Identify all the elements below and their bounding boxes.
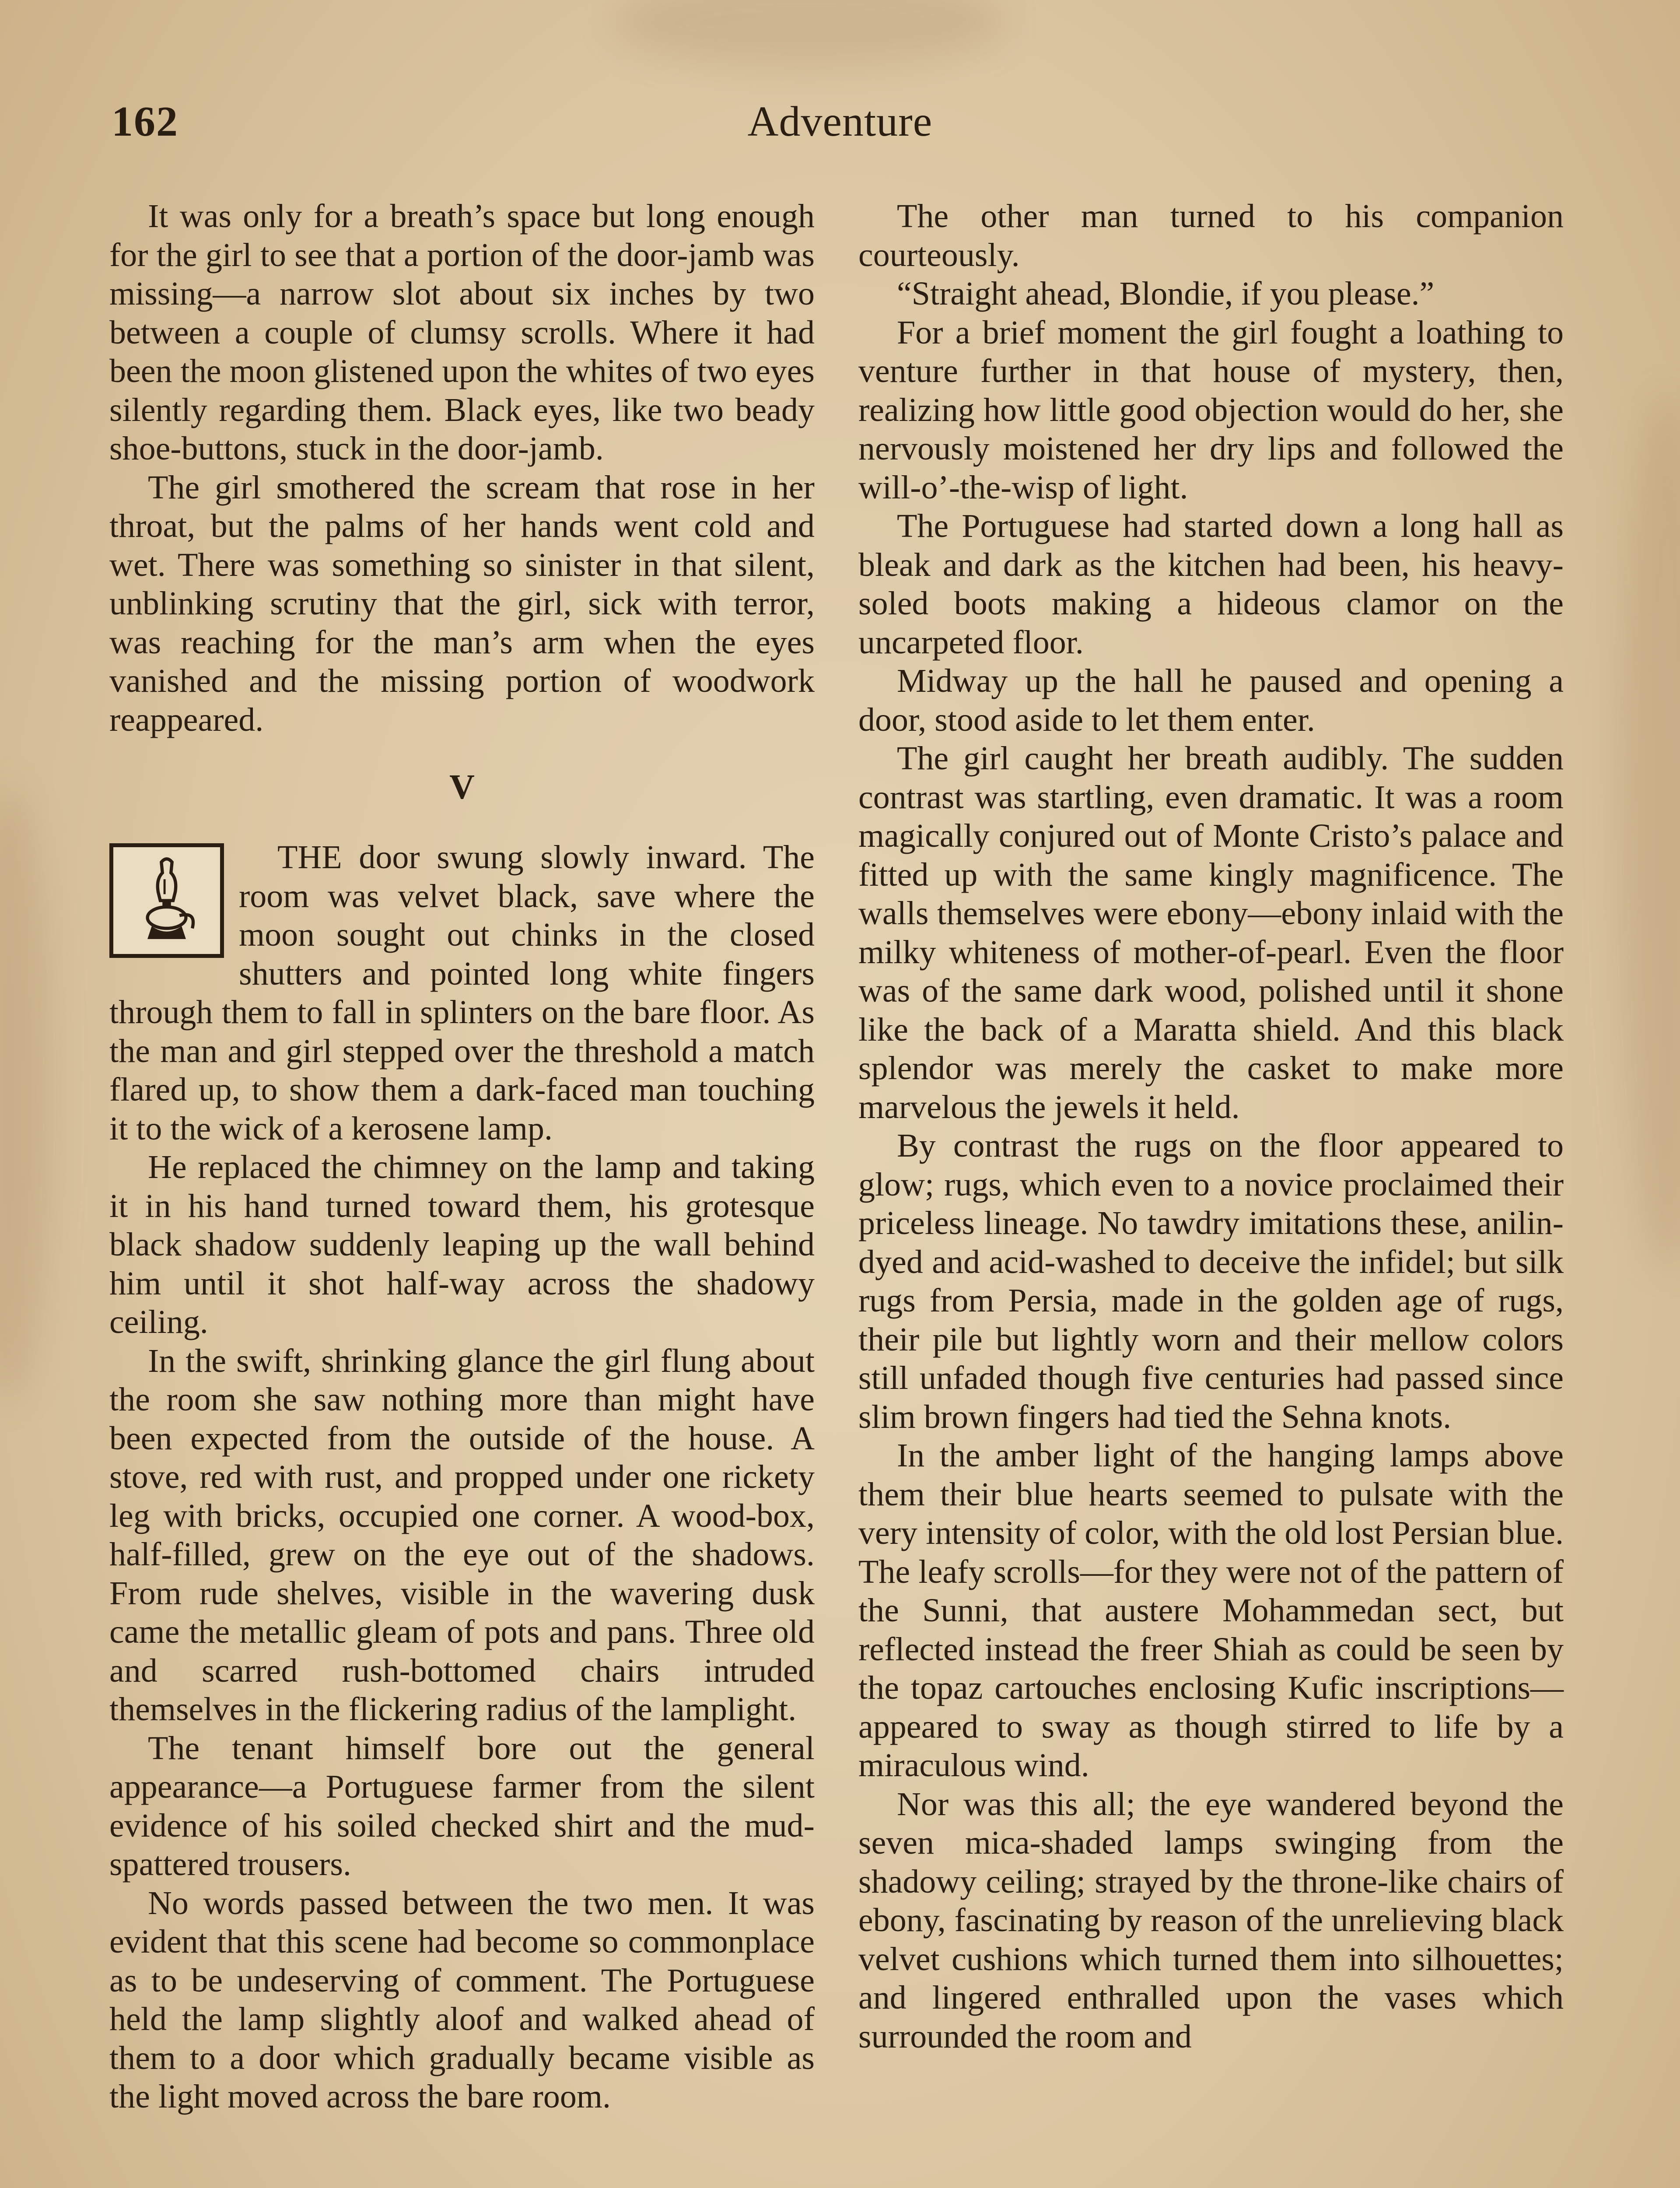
section-heading: V (449, 768, 475, 806)
paragraph: “Straight ahead, Blondie, if you please.” (897, 275, 1435, 312)
paragraph: No words passed between the two men. It was evident that this scene had become so commonplace as to be undeserving of comment. The Portuguese held the lamp slightly aloof and walked ahead of them to a door which gradually became visible as the light moved across the bare room. (109, 1884, 815, 2115)
paragraph: It was only for a breath’s space but long enough for the girl to see that a portion of the door-jamb was missing—a narrow slot about six inches by two between a couple of clumsy scrolls. Where it had been the moon glistened upon the whites of two eyes silently regarding them. Black eyes, like two beady shoe-buttons, stuck in the door-jamb. (109, 198, 815, 467)
paragraph: In the swift, shrinking glance the girl flung about the room she saw nothing more than might have been expected from the outside of the house. A stove, red with rust, and propped under one rickety leg with bricks, occupied one corner. A wood-box, half-filled, grew on the eye out of the shadows. From rude shelves, visible in the wavering dusk came the metallic gleam of pots and pans. Three old and scarred rush-bottomed chairs intruded themselves in the flickering radius of the lamplight. (109, 1342, 815, 1728)
left-column (109, 197, 815, 2116)
oil-lamp-icon (109, 843, 224, 958)
paragraph: For a brief moment the girl fought a loathing to venture further in that house of mystery, then, realizing how little good objection would do her, she nervously moistened her dry lips and followed the will-o’-the-wisp of light. (858, 314, 1564, 506)
running-title: Adventure (747, 98, 933, 145)
paragraph: The tenant himself bore out the general appearance—a Portuguese farmer from the silent evidence of his soiled checked shirt and the mud-spattered trousers. (109, 1729, 815, 1883)
paragraph: Midway up the hall he paused and opening a door, stood aside to let them enter. (858, 663, 1564, 738)
paragraph: The girl caught her breath audibly. The sudden contrast was startling, even dramatic. It was a room magically conjured out of Monte Cristo’s palace and fitted up with the same kingly magnificence. The walls themselves were ebony—ebony inlaid with the milky whiteness of mother-of-pearl. Even the floor was of the same dark wood, polished until it shone like the back of a Maratta shield. And this black splendor was merely the casket to make more marvelous the jewels it held. (858, 740, 1564, 1126)
paragraph: The other man turned to his companion courteously. (858, 198, 1564, 274)
paragraph: The Portuguese had started down a long hall as bleak and dark as the kitchen had been, his heavy-soled boots making a hideous clamor on the uncarpeted floor. (858, 508, 1564, 661)
paper-stain (612, 0, 1006, 70)
paper-stain (1619, 394, 1680, 1269)
page-number: 162 (112, 98, 178, 145)
right-column (858, 197, 1564, 2056)
paragraph: By contrast the rugs on the floor appeared to glow; rugs, which even to a novice proclaimed their priceless lineage. No tawdry imitations these, anilin-dyed and acid-washed to deceive the infidel; but silk rugs from Persia, made in the golden age of rugs, their pile but lightly worn and their mellow colors still unfaded though five centuries had passed since slim brown fingers had tied the Sehna knots. (858, 1127, 1564, 1435)
paragraph: He replaced the chimney on the lamp and taking it in his hand turned toward them, his grotesque black shadow suddenly leaping up the wall behind him until it shot half-way across the shadowy ceiling. (109, 1149, 815, 1340)
paragraph: The girl smothered the scream that rose in her throat, but the palms of her hands went cold and wet. There was something so sinister in that silent, unblinking scrutiny that the girl, sick with terror, was reaching for the man’s arm when the eyes vanished and the missing portion of woodwork reappeared. (109, 469, 815, 738)
page-header (112, 97, 1568, 154)
paragraph: THE door swung slowly inward. The room was velvet black, save where the moon sought out chinks in the closed shutters and pointed long white fingers through them to fall in splinters on the bare floor. As the man and girl stepped over the threshold a match flared up, to show them a dark-faced man touching it to the wick of a kerosene lamp. (109, 839, 815, 1147)
paragraph: Nor was this all; the eye wandered beyond the seven mica-shaded lamps swinging from the shadowy ceiling; strayed by the throne-like chairs of ebony, fascinating by reason of the unrelieving black velvet cushions which turned them into silhouettes; and lingered enthralled upon the vases which surrounded the room and (858, 1785, 1564, 2055)
paper-stain (0, 788, 52, 1400)
paragraph: In the amber light of the hanging lamps above them their blue hearts seemed to pulsate with the very intensity of color, with the old lost Persian blue. The leafy scrolls—for they were not of the pattern of the Sunni, that austere Mohammedan sect, but reflected instead the freer Shiah as could be seen by the topaz cartouches enclosing Kufic inscriptions—appeared to sway as though stirred to life by a miraculous wind. (858, 1437, 1564, 1784)
